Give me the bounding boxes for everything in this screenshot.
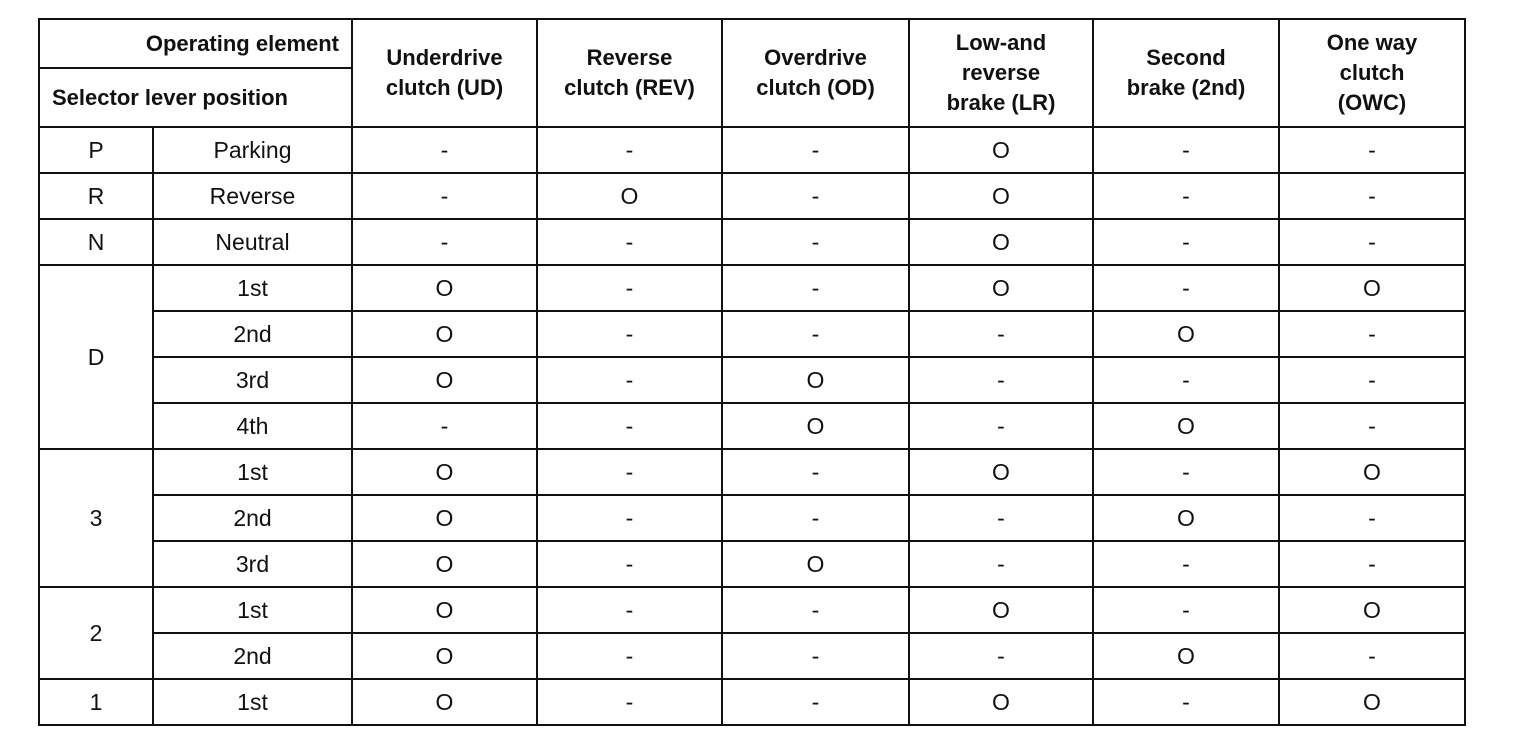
column-header-rev: Reverse clutch (REV): [537, 19, 722, 127]
table-row: [39, 265, 1465, 311]
not-engaged-cell: -: [537, 495, 722, 541]
range-label-cell: 1st: [153, 679, 352, 725]
table-row: [39, 311, 1465, 357]
engaged-mark-cell: O: [722, 403, 909, 449]
table-row: [39, 127, 1465, 173]
table-row: [39, 495, 1465, 541]
not-engaged-cell: -: [722, 495, 909, 541]
selector-position-cell: 1: [39, 679, 153, 725]
engaged-mark-cell: O: [722, 357, 909, 403]
not-engaged-cell: -: [722, 311, 909, 357]
not-engaged-cell: -: [1093, 127, 1279, 173]
table-row: [39, 357, 1465, 403]
not-engaged-cell: -: [537, 357, 722, 403]
not-engaged-cell: -: [1279, 403, 1465, 449]
not-engaged-cell: -: [1093, 357, 1279, 403]
not-engaged-cell: -: [909, 311, 1093, 357]
not-engaged-cell: -: [352, 173, 537, 219]
not-engaged-cell: -: [722, 219, 909, 265]
table-row: [39, 219, 1465, 265]
not-engaged-cell: -: [909, 357, 1093, 403]
column-header-2nd: Second brake (2nd): [1093, 19, 1279, 127]
engaged-mark-cell: O: [352, 495, 537, 541]
not-engaged-cell: -: [537, 311, 722, 357]
not-engaged-cell: -: [1093, 679, 1279, 725]
not-engaged-cell: -: [352, 403, 537, 449]
selector-position-cell: D: [39, 265, 153, 449]
selector-position-cell: P: [39, 127, 153, 173]
not-engaged-cell: -: [722, 679, 909, 725]
not-engaged-cell: -: [1279, 541, 1465, 587]
engaged-mark-cell: O: [352, 311, 537, 357]
engaged-mark-cell: O: [909, 219, 1093, 265]
column-header-od: Overdrive clutch (OD): [722, 19, 909, 127]
not-engaged-cell: -: [537, 265, 722, 311]
engaged-mark-cell: O: [1093, 311, 1279, 357]
range-label-cell: 4th: [153, 403, 352, 449]
engaged-mark-cell: O: [352, 357, 537, 403]
not-engaged-cell: -: [1093, 173, 1279, 219]
selector-lever-position-label: Selector lever position: [39, 68, 352, 127]
table-row: [39, 541, 1465, 587]
not-engaged-cell: -: [537, 403, 722, 449]
not-engaged-cell: -: [1279, 633, 1465, 679]
engaged-mark-cell: O: [352, 449, 537, 495]
range-label-cell: 2nd: [153, 633, 352, 679]
range-label-cell: Reverse: [153, 173, 352, 219]
table-row: [39, 449, 1465, 495]
engaged-mark-cell: O: [1093, 633, 1279, 679]
not-engaged-cell: -: [1279, 127, 1465, 173]
engaged-mark-cell: O: [1279, 679, 1465, 725]
engaged-mark-cell: O: [909, 449, 1093, 495]
not-engaged-cell: -: [909, 495, 1093, 541]
engaged-mark-cell: O: [352, 679, 537, 725]
column-header-ud: Underdrive clutch (UD): [352, 19, 537, 127]
engaged-mark-cell: O: [352, 541, 537, 587]
not-engaged-cell: -: [537, 127, 722, 173]
not-engaged-cell: -: [722, 265, 909, 311]
not-engaged-cell: -: [537, 633, 722, 679]
not-engaged-cell: -: [1093, 219, 1279, 265]
not-engaged-cell: -: [537, 679, 722, 725]
not-engaged-cell: -: [1279, 357, 1465, 403]
engaged-mark-cell: O: [909, 587, 1093, 633]
not-engaged-cell: -: [1279, 495, 1465, 541]
table-header: [39, 19, 1465, 127]
not-engaged-cell: -: [722, 173, 909, 219]
table-body: [39, 127, 1465, 725]
not-engaged-cell: -: [909, 633, 1093, 679]
engaged-mark-cell: O: [537, 173, 722, 219]
engaged-mark-cell: O: [1279, 587, 1465, 633]
range-label-cell: 3rd: [153, 357, 352, 403]
not-engaged-cell: -: [537, 219, 722, 265]
not-engaged-cell: -: [909, 403, 1093, 449]
table-row: [39, 679, 1465, 725]
not-engaged-cell: -: [1279, 219, 1465, 265]
not-engaged-cell: -: [909, 541, 1093, 587]
range-label-cell: Parking: [153, 127, 352, 173]
table-row: [39, 587, 1465, 633]
not-engaged-cell: -: [1093, 587, 1279, 633]
clutch-brake-operation-table: [38, 18, 1466, 726]
range-label-cell: 1st: [153, 265, 352, 311]
engaged-mark-cell: O: [1279, 265, 1465, 311]
range-label-cell: 1st: [153, 587, 352, 633]
not-engaged-cell: -: [537, 449, 722, 495]
table-row: [39, 403, 1465, 449]
not-engaged-cell: -: [1279, 173, 1465, 219]
engaged-mark-cell: O: [352, 633, 537, 679]
engaged-mark-cell: O: [1279, 449, 1465, 495]
engaged-mark-cell: O: [1093, 403, 1279, 449]
not-engaged-cell: -: [352, 219, 537, 265]
not-engaged-cell: -: [537, 541, 722, 587]
engaged-mark-cell: O: [722, 541, 909, 587]
not-engaged-cell: -: [1093, 265, 1279, 311]
not-engaged-cell: -: [1093, 449, 1279, 495]
range-label-cell: 2nd: [153, 311, 352, 357]
range-label-cell: 2nd: [153, 495, 352, 541]
engaged-mark-cell: O: [909, 173, 1093, 219]
selector-position-cell: N: [39, 219, 153, 265]
not-engaged-cell: -: [352, 127, 537, 173]
selector-position-cell: 3: [39, 449, 153, 587]
engaged-mark-cell: O: [1093, 495, 1279, 541]
engaged-mark-cell: O: [909, 679, 1093, 725]
not-engaged-cell: -: [1279, 311, 1465, 357]
not-engaged-cell: -: [1093, 541, 1279, 587]
range-label-cell: 3rd: [153, 541, 352, 587]
selector-position-cell: R: [39, 173, 153, 219]
operating-element-label: Operating element: [39, 19, 352, 68]
engaged-mark-cell: O: [352, 587, 537, 633]
not-engaged-cell: -: [722, 587, 909, 633]
column-header-owc: One way clutch (OWC): [1279, 19, 1465, 127]
not-engaged-cell: -: [722, 127, 909, 173]
engaged-mark-cell: O: [352, 265, 537, 311]
range-label-cell: 1st: [153, 449, 352, 495]
engaged-mark-cell: O: [909, 127, 1093, 173]
range-label-cell: Neutral: [153, 219, 352, 265]
table-row: [39, 633, 1465, 679]
not-engaged-cell: -: [537, 587, 722, 633]
not-engaged-cell: -: [722, 449, 909, 495]
column-header-lr: Low-and reverse brake (LR): [909, 19, 1093, 127]
table-row: [39, 173, 1465, 219]
not-engaged-cell: -: [722, 633, 909, 679]
engaged-mark-cell: O: [909, 265, 1093, 311]
selector-position-cell: 2: [39, 587, 153, 679]
